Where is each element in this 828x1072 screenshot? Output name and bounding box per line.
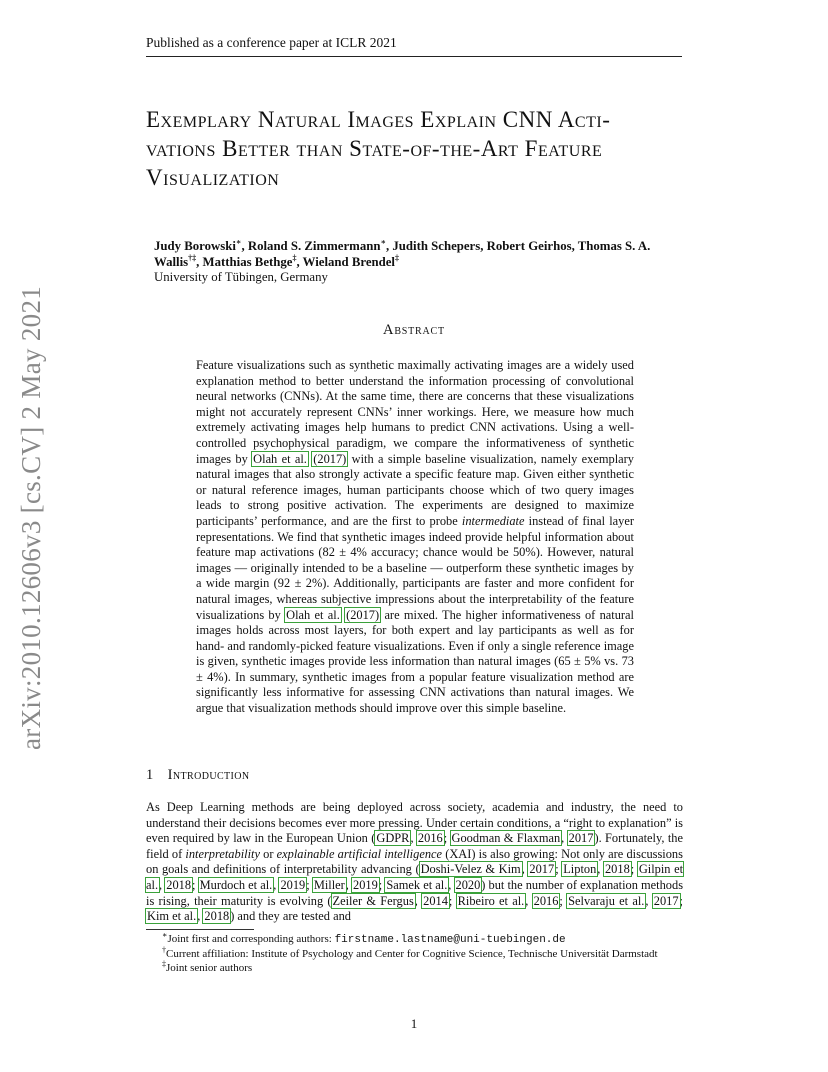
citation-link[interactable]: Olah et al. <box>253 451 307 466</box>
author: Wieland Brendel <box>302 255 395 269</box>
abstract-text: instead of final layer representations. We find that synthetic images indeed provide helpful information about feature map activations (82 ± 4% accuracy; chance would be 50%). However, natural images — originally intended to be a baseline — outperform these synthetic images by a wide margin (92 ± 2%). Additionally, participants are faster and more confident for natural images, whereas subjective impressions about the interpretability of the feature visualizations by <box>196 513 634 622</box>
citation-link[interactable]: 2019 <box>353 877 378 892</box>
footnote-text: Current affiliation: Institute of Psychology and Center for Cognitive Science, Technische Universität Darmstadt <box>166 948 658 960</box>
abstract-text: are mixed. The higher informativeness of natural images holds across most layers, for both expert and lay participants as well as for hand- and randomly-picked feature visualizations. Even if only a single reference image is given, synthetic images provide less information than natural images (65 ± 5% vs. 73 ± 4%). In summary, synthetic images from a popular feature visualization method are significantly less informative for assessing CNN activations than natural images. We argue that visualization methods should improve over this simple baseline. <box>196 607 634 716</box>
section-title: Introduction <box>167 767 250 783</box>
abstract-text: Feature visualizations such as synthetic maximally activating images are a widely used explanation method to better understand the information processing of convolutional neural networks (CNNs). At the same time, there are concerns that these visualizations might not accurately represent CNNs’ inner workings. Here, we measure how much extremely activating images help humans to predict CNN activations. Using a well-controlled psychophysical paradigm, we compare the informativeness of synthetic images by <box>196 358 634 466</box>
footnote-text: Joint first and corresponding authors: <box>167 933 332 945</box>
author-mark: ∗ <box>235 237 242 247</box>
citation-link[interactable]: 2016 <box>417 831 443 846</box>
author: Matthias Bethge <box>202 255 293 269</box>
abstract-heading: Abstract <box>383 322 445 338</box>
citation-link[interactable]: (2017) <box>313 451 347 466</box>
introduction-body: As Deep Learning methods are being deployed across society, academia and industry, the need to understand their decisions becomes ever more pressing. Under certain conditions, a “right to explanation” is even required by law in the European Union (GDPR, 2016; Goodman & Flaxman, 2017). Fortunately, the field of interpretability or explainable artificial intelligence (XAI) is also growing: Not only are discussions on goals and definitions of interpretability advancing (Doshi-Velez & Kim, 2017; Lipton, 2018; Gilpin et al., 2018; Murdoch et al., 2019; Miller, 2019; Samek et al., 2020) but the number of explanation methods is rising, their maturity is evolving (Zeiler & Fergus, 2014; Ribeiro et al., 2016; Selvaraju et al., 2017; Kim et al., 2018) and they are tested and <box>146 800 684 924</box>
citation-link[interactable]: Doshi-Velez & Kim <box>420 862 521 877</box>
citation-link[interactable]: 2016 <box>533 893 559 908</box>
body-text: As Deep Learning methods are being deployed across society, academia and industry, the need to understand their decisions becomes ever more pressing. Under certain conditions, a “right to explanation” is even required by law in the European Union ( <box>146 800 683 846</box>
citation-link[interactable]: Goodman & Flaxman <box>451 831 561 846</box>
citation-link[interactable]: Samek et al. <box>386 877 448 892</box>
author: Roland S. Zimmermann <box>247 239 381 253</box>
citation-link[interactable]: Selvaraju et al. <box>568 893 645 908</box>
citation-link[interactable]: 2017 <box>568 831 594 846</box>
abstract-text: with a simple baseline visualization, namely exemplary natural images that also strongly activate a specific feature map. Given either synthetic or natural reference images, human participants choose which of two query images leads to strong positive activation. The experiments are designed to maximize participants’ performance, and are the first to probe <box>196 451 634 528</box>
footnote-mark: ‡ <box>162 959 166 969</box>
author: Judy Borowski <box>154 239 236 253</box>
author-mark: ‡ <box>394 253 399 263</box>
citation-link[interactable]: 2017 <box>529 862 555 877</box>
citation-link[interactable]: 2018 <box>166 877 192 892</box>
body-text: or <box>263 846 274 861</box>
citation-link[interactable]: 2014 <box>423 893 448 908</box>
title-line-2: vations Better than State-of-the-Art Feature <box>146 136 603 161</box>
citation-link[interactable]: Gilpin et al. <box>146 862 684 892</box>
author-mark: †‡ <box>188 253 197 263</box>
body-text: (XAI) is also growing: Not only are discussions on goals and definitions of interpretability advancing ( <box>146 846 683 877</box>
body-emphasis: explainable artificial intelligence <box>276 846 443 861</box>
body-text: ) but the number of explanation methods is rising, their maturity is evolving ( <box>146 877 684 908</box>
title-line-3: Visualization <box>146 165 280 190</box>
running-header: Published as a conference paper at ICLR 2021 <box>146 35 682 57</box>
page-number: 1 <box>410 1016 418 1031</box>
paper-title <box>146 105 691 192</box>
citation-link[interactable]: Kim et al. <box>147 909 197 924</box>
citation-link[interactable]: Zeiler & Fergus <box>332 893 414 908</box>
citation-link[interactable]: 2018 <box>604 862 630 877</box>
author-list: Judy Borowski∗, Roland S. Zimmermann∗, Judith Schepers, Robert Geirhos, Thomas S. A. Wallis†‡, Matthias Bethge‡, Wieland Brendel‡ <box>154 237 651 269</box>
footnote <box>146 947 683 961</box>
citation-link[interactable]: 2020 <box>455 877 481 892</box>
citation-link[interactable]: 2019 <box>280 877 306 892</box>
abstract-emphasis: intermediate <box>461 513 525 528</box>
footnotes <box>146 932 683 975</box>
author-mark: ∗ <box>380 237 386 247</box>
footnote-mark: † <box>162 945 166 955</box>
author-mark: ‡ <box>292 253 297 263</box>
citation-link[interactable]: 2018 <box>204 909 230 924</box>
citation-link[interactable]: Miller <box>313 877 345 892</box>
body-text: ). Fortunately, the field of <box>146 831 683 861</box>
citation-link[interactable]: Lipton <box>563 862 597 877</box>
author: Thomas S. A. Wallis <box>154 239 651 269</box>
citation-link[interactable]: Ribeiro et al. <box>457 893 525 908</box>
citation-link[interactable]: GDPR <box>376 831 410 846</box>
section-heading <box>146 767 250 784</box>
arxiv-identifier: arXiv:2010.12606v3 [cs.CV] 2 May 2021 <box>16 285 46 751</box>
body-text: ) and they are tested and <box>230 909 351 924</box>
footnote-mark: ∗ <box>162 930 168 940</box>
email-address[interactable]: firstname.lastname@uni-tuebingen.de <box>334 934 566 946</box>
footnote-text: Joint senior authors <box>166 962 253 974</box>
citation-link[interactable]: Olah et al. <box>286 607 340 622</box>
title-line-1: Exemplary Natural Images Explain CNN Acti- <box>146 107 611 132</box>
author: Robert Geirhos <box>486 239 572 253</box>
affiliation: University of Tübingen, Germany <box>154 270 328 284</box>
section-number: 1 <box>146 767 154 783</box>
citation-link[interactable]: 2017 <box>653 893 679 908</box>
body-emphasis: interpretability <box>185 846 260 861</box>
abstract-body <box>196 358 634 717</box>
footnote <box>146 932 683 947</box>
citation-link[interactable]: Murdoch et al. <box>199 877 273 892</box>
footnote <box>146 961 683 975</box>
author: Judith Schepers <box>392 239 481 253</box>
citation-link[interactable]: (2017) <box>346 607 380 622</box>
